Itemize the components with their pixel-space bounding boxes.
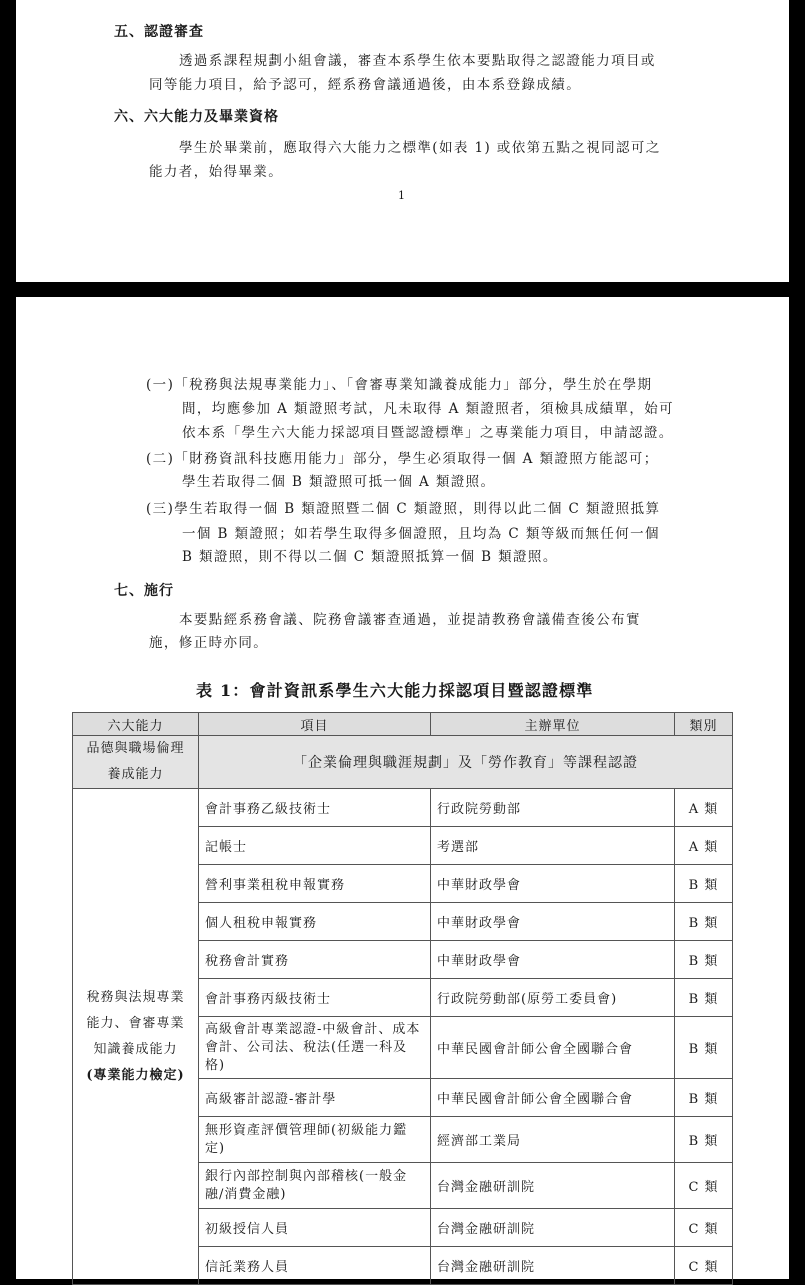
document-page-2: [16, 297, 789, 1279]
tax-ability-line-4: (專業能力檢定): [86, 1067, 185, 1083]
section-7-heading: 七、施行: [114, 583, 174, 599]
item-cell: 無形資產評價管理師(初級能力鑑定): [199, 1117, 431, 1163]
clause-3-line-3: B 類證照，則不得以二個 C 類證照抵算一個 B 類證照。: [182, 549, 558, 565]
organizer-cell: 台灣金融研訓院: [431, 1209, 675, 1247]
item-cell: 稅務會計實務: [199, 941, 431, 979]
organizer-cell: 台灣金融研訓院: [431, 1247, 675, 1285]
category-cell: B 類: [675, 941, 733, 979]
organizer-cell: 中華民國會計師公會全國聯合會: [431, 1017, 675, 1079]
category-cell: C 類: [675, 1209, 733, 1247]
category-cell: B 類: [675, 1117, 733, 1163]
item-cell: 記帳士: [199, 827, 431, 865]
category-cell: C 類: [675, 1163, 733, 1209]
item-cell: 營利事業租稅申報實務: [199, 865, 431, 903]
clause-1-line-2: 間，均應參加 A 類證照考試，凡未取得 A 類證照者，須檢具成績單，始可: [182, 401, 675, 417]
header-ability: 六大能力: [73, 713, 199, 736]
category-cell: B 類: [675, 903, 733, 941]
clause-3-line-1: (三)學生若取得一個 B 類證照暨二個 C 類證照，則得以此二個 C 類證照抵算: [146, 501, 661, 517]
organizer-cell: 中華財政學會: [431, 903, 675, 941]
clause-1-line-1: (一)「稅務與法規專業能力」、「會審專業知識養成能力」部分，學生於在學期: [146, 377, 653, 393]
ethics-ability-line-1: 品德與職場倫理: [86, 741, 185, 756]
header-organizer: 主辦單位: [431, 713, 675, 736]
clause-2-line-2: 學生若取得二個 B 類證照可抵一個 A 類證照。: [182, 474, 496, 490]
section-6-line-2: 能力者，始得畢業。: [149, 164, 284, 180]
category-cell: B 類: [675, 1079, 733, 1117]
ethics-item-cell: 「企業倫理與職涯規劃」及「勞作教育」等課程認證: [199, 736, 733, 789]
clause-3-line-2: 一個 B 類證照；如若學生取得多個證照，且均為 C 類等級而無任何一個: [182, 526, 660, 542]
page-number: 1: [398, 189, 405, 202]
item-cell: 信託業務人員: [199, 1247, 431, 1285]
category-cell: B 類: [675, 1017, 733, 1079]
ethics-ability-cell: [73, 736, 199, 789]
organizer-cell: 經濟部工業局: [431, 1117, 675, 1163]
section-6-heading: 六、六大能力及畢業資格: [114, 109, 279, 125]
section-5-line-1: 透過系課程規劃小組會議，審查本系學生依本要點取得之認證能力項目或: [179, 53, 656, 69]
item-cell: 銀行內部控制與內部稽核(一般金融/消費金融): [199, 1163, 431, 1209]
organizer-cell: 台灣金融研訓院: [431, 1163, 675, 1209]
table-row: [73, 789, 733, 827]
category-cell: C 類: [675, 1247, 733, 1285]
organizer-cell: 中華財政學會: [431, 865, 675, 903]
organizer-cell: 中華民國會計師公會全國聯合會: [431, 1079, 675, 1117]
section-6-line-1: 學生於畢業前，應取得六大能力之標準(如表 1) 或依第五點之視同認可之: [179, 140, 661, 156]
item-cell: 高級會計專業認證-中級會計、成本會計、公司法、稅法(任選一科及格): [199, 1017, 431, 1079]
document-page-1: [16, 0, 789, 282]
organizer-cell: 中華財政學會: [431, 941, 675, 979]
ethics-ability-line-2: 養成能力: [107, 767, 164, 782]
organizer-cell: 考選部: [431, 827, 675, 865]
category-cell: B 類: [675, 979, 733, 1017]
item-cell: 會計事務乙級技術士: [199, 789, 431, 827]
header-item: 項目: [199, 713, 431, 736]
tax-ability-line-1: 稅務與法規專業: [86, 989, 185, 1005]
clause-1-line-3: 依本系「學生六大能力採認項目暨認證標準」之專業能力項目，申請認證。: [182, 425, 674, 441]
table-title: 表 1：會計資訊系學生六大能力採認項目暨認證標準: [196, 681, 594, 700]
tax-ability-line-2: 能力、會審專業: [86, 1015, 185, 1031]
section-5-heading: 五、認證審查: [114, 24, 204, 40]
section-7-line-2: 施，修正時亦同。: [149, 635, 269, 651]
tax-ability-line-3: 知識養成能力: [93, 1041, 178, 1057]
header-category: 類別: [675, 713, 733, 736]
category-cell: A 類: [675, 789, 733, 827]
section-7-line-1: 本要點經系務會議、院務會議審查通過，並提請教務會議備查後公布實: [179, 612, 641, 628]
item-cell: 初級授信人員: [199, 1209, 431, 1247]
tax-ability-cell: [73, 789, 199, 1285]
category-cell: A 類: [675, 827, 733, 865]
item-cell: 個人租稅申報實務: [199, 903, 431, 941]
organizer-cell: 行政院勞動部: [431, 789, 675, 827]
clause-2-line-1: (二)「財務資訊科技應用能力」部分，學生必須取得一個 A 類證照方能認可；: [146, 451, 659, 467]
section-5-line-2: 同等能力項目，給予認可，經系務會議通過後，由本系登錄成績。: [149, 77, 582, 93]
item-cell: 高級審計認證-審計學: [199, 1079, 431, 1117]
item-cell: 會計事務丙級技術士: [199, 979, 431, 1017]
table-row-ethics: [73, 736, 733, 789]
category-cell: B 類: [675, 865, 733, 903]
table-header-row: [73, 713, 733, 736]
organizer-cell: 行政院勞動部(原勞工委員會): [431, 979, 675, 1017]
ability-table: [72, 712, 733, 1285]
